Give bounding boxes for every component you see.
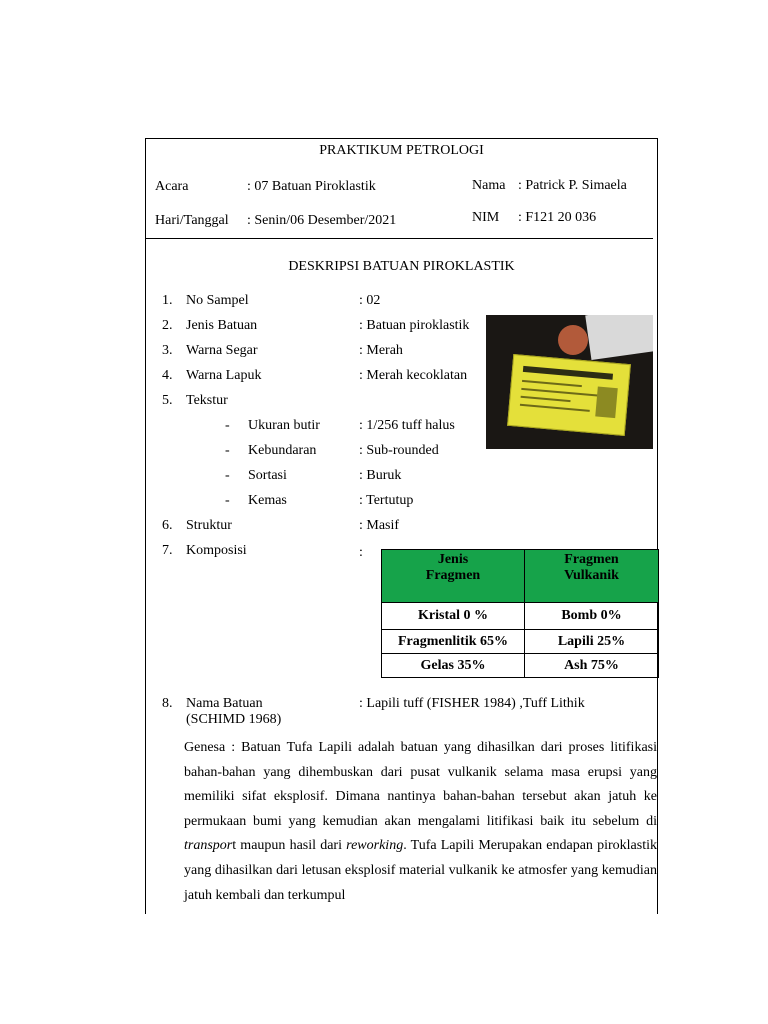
item-value-struktur: : Masif [359,518,400,533]
item-number: 1. [162,293,173,308]
sub-item-value-sortasi: : Buruk [359,468,402,483]
genesa-paragraph: Genesa : Batuan Tufa Lapili adalah batuan yang dihasilkan dari proses litifikasi bahan-bahan yang dihembuskan dari pusat vulkanik selama masa erupsi yang memiliki sifat eksplosif. Dimana nantinya bahan-bahan tersebut akan jatuh ke permukaan bumi yang kemudian akan mengalami litifikasi baik itu sebelum di transport maupun hasil dari reworking. Tufa Lapili Merupakan endapan piroklastik yang dihasilkan dari letusan eksplosif material vulkanik ke atmosfer yang kemudian jatuh kembali dan terkumpul [184,740,657,903]
header-divider [145,238,653,239]
item-number: 2. [162,318,173,333]
nim-value: : F121 20 036 [518,210,597,225]
item-label-nama-batuan-ref: (SCHIMD 1968) [186,712,282,727]
item-label-tekstur: Tekstur [186,393,228,408]
table-cell: Lapili 25% [525,630,659,654]
item-value-no-sampel: : 02 [359,293,381,308]
sub-item-dash: - [225,418,230,433]
table-row [382,654,659,678]
sub-item-value-ukuran-butir: : 1/256 tuff halus [359,418,455,433]
page-title: PRAKTIKUM PETROLOGI [319,143,484,158]
item-value-warna-segar: : Merah [359,343,403,358]
hari-label: Hari/Tanggal [155,213,229,228]
table-cell: Ash 75% [525,654,659,678]
item-number: 7. [162,543,173,558]
item-value-jenis-batuan: : Batuan piroklastik [359,318,470,333]
table-header-fragmen-vulkanik: Fragmen Vulkanik [525,550,659,603]
sub-item-label-kemas: Kemas [248,493,287,508]
item-number: 8. [162,696,173,711]
item-label-warna-lapuk: Warna Lapuk [186,368,262,383]
item-value-warna-lapuk: : Merah kecoklatan [359,368,468,383]
rock-sample [558,325,588,355]
composition-table [381,549,659,678]
photo-glare [585,315,653,360]
item-number: 5. [162,393,173,408]
sub-item-label-ukuran-butir: Ukuran butir [248,418,320,433]
table-cell: Kristal 0 % [382,603,525,630]
item-label-nama-batuan: Nama Batuan [186,696,263,711]
item-value-komposisi: : [359,545,363,560]
item-label-warna-segar: Warna Segar [186,343,258,358]
table-row [382,603,659,630]
acara-value: : 07 Batuan Piroklastik [247,179,376,194]
nama-value: : Patrick P. Simaela [518,178,627,193]
table-header-row [382,550,659,603]
section-title: DESKRIPSI BATUAN PIROKLASTIK [288,259,515,274]
item-label-jenis-batuan: Jenis Batuan [186,318,258,333]
item-number: 3. [162,343,173,358]
nim-label: NIM [472,210,500,225]
sub-item-dash: - [225,443,230,458]
grain-size-comparator-card [507,354,631,436]
item-label-struktur: Struktur [186,518,232,533]
sub-item-value-kemas: : Tertutup [359,493,414,508]
table-row [382,630,659,654]
rock-sample-photo [486,315,653,449]
table-cell: Bomb 0% [525,603,659,630]
item-value-nama-batuan: : Lapili tuff (FISHER 1984) ,Tuff Lithik [359,696,585,711]
acara-label: Acara [155,179,189,194]
sub-item-value-kebundaran: : Sub-rounded [359,443,439,458]
item-label-no-sampel: No Sampel [186,293,249,308]
nama-label: Nama [472,178,506,193]
sub-item-dash: - [225,468,230,483]
table-cell: Gelas 35% [382,654,525,678]
sub-item-dash: - [225,493,230,508]
item-number: 6. [162,518,173,533]
hari-value: : Senin/06 Desember/2021 [247,213,397,228]
item-label-komposisi: Komposisi [186,543,247,558]
item-number: 4. [162,368,173,383]
sub-item-label-kebundaran: Kebundaran [248,443,317,458]
table-cell: Fragmenlitik 65% [382,630,525,654]
sub-item-label-sortasi: Sortasi [248,468,287,483]
table-header-jenis-fragmen: Jenis Fragmen [382,550,525,603]
